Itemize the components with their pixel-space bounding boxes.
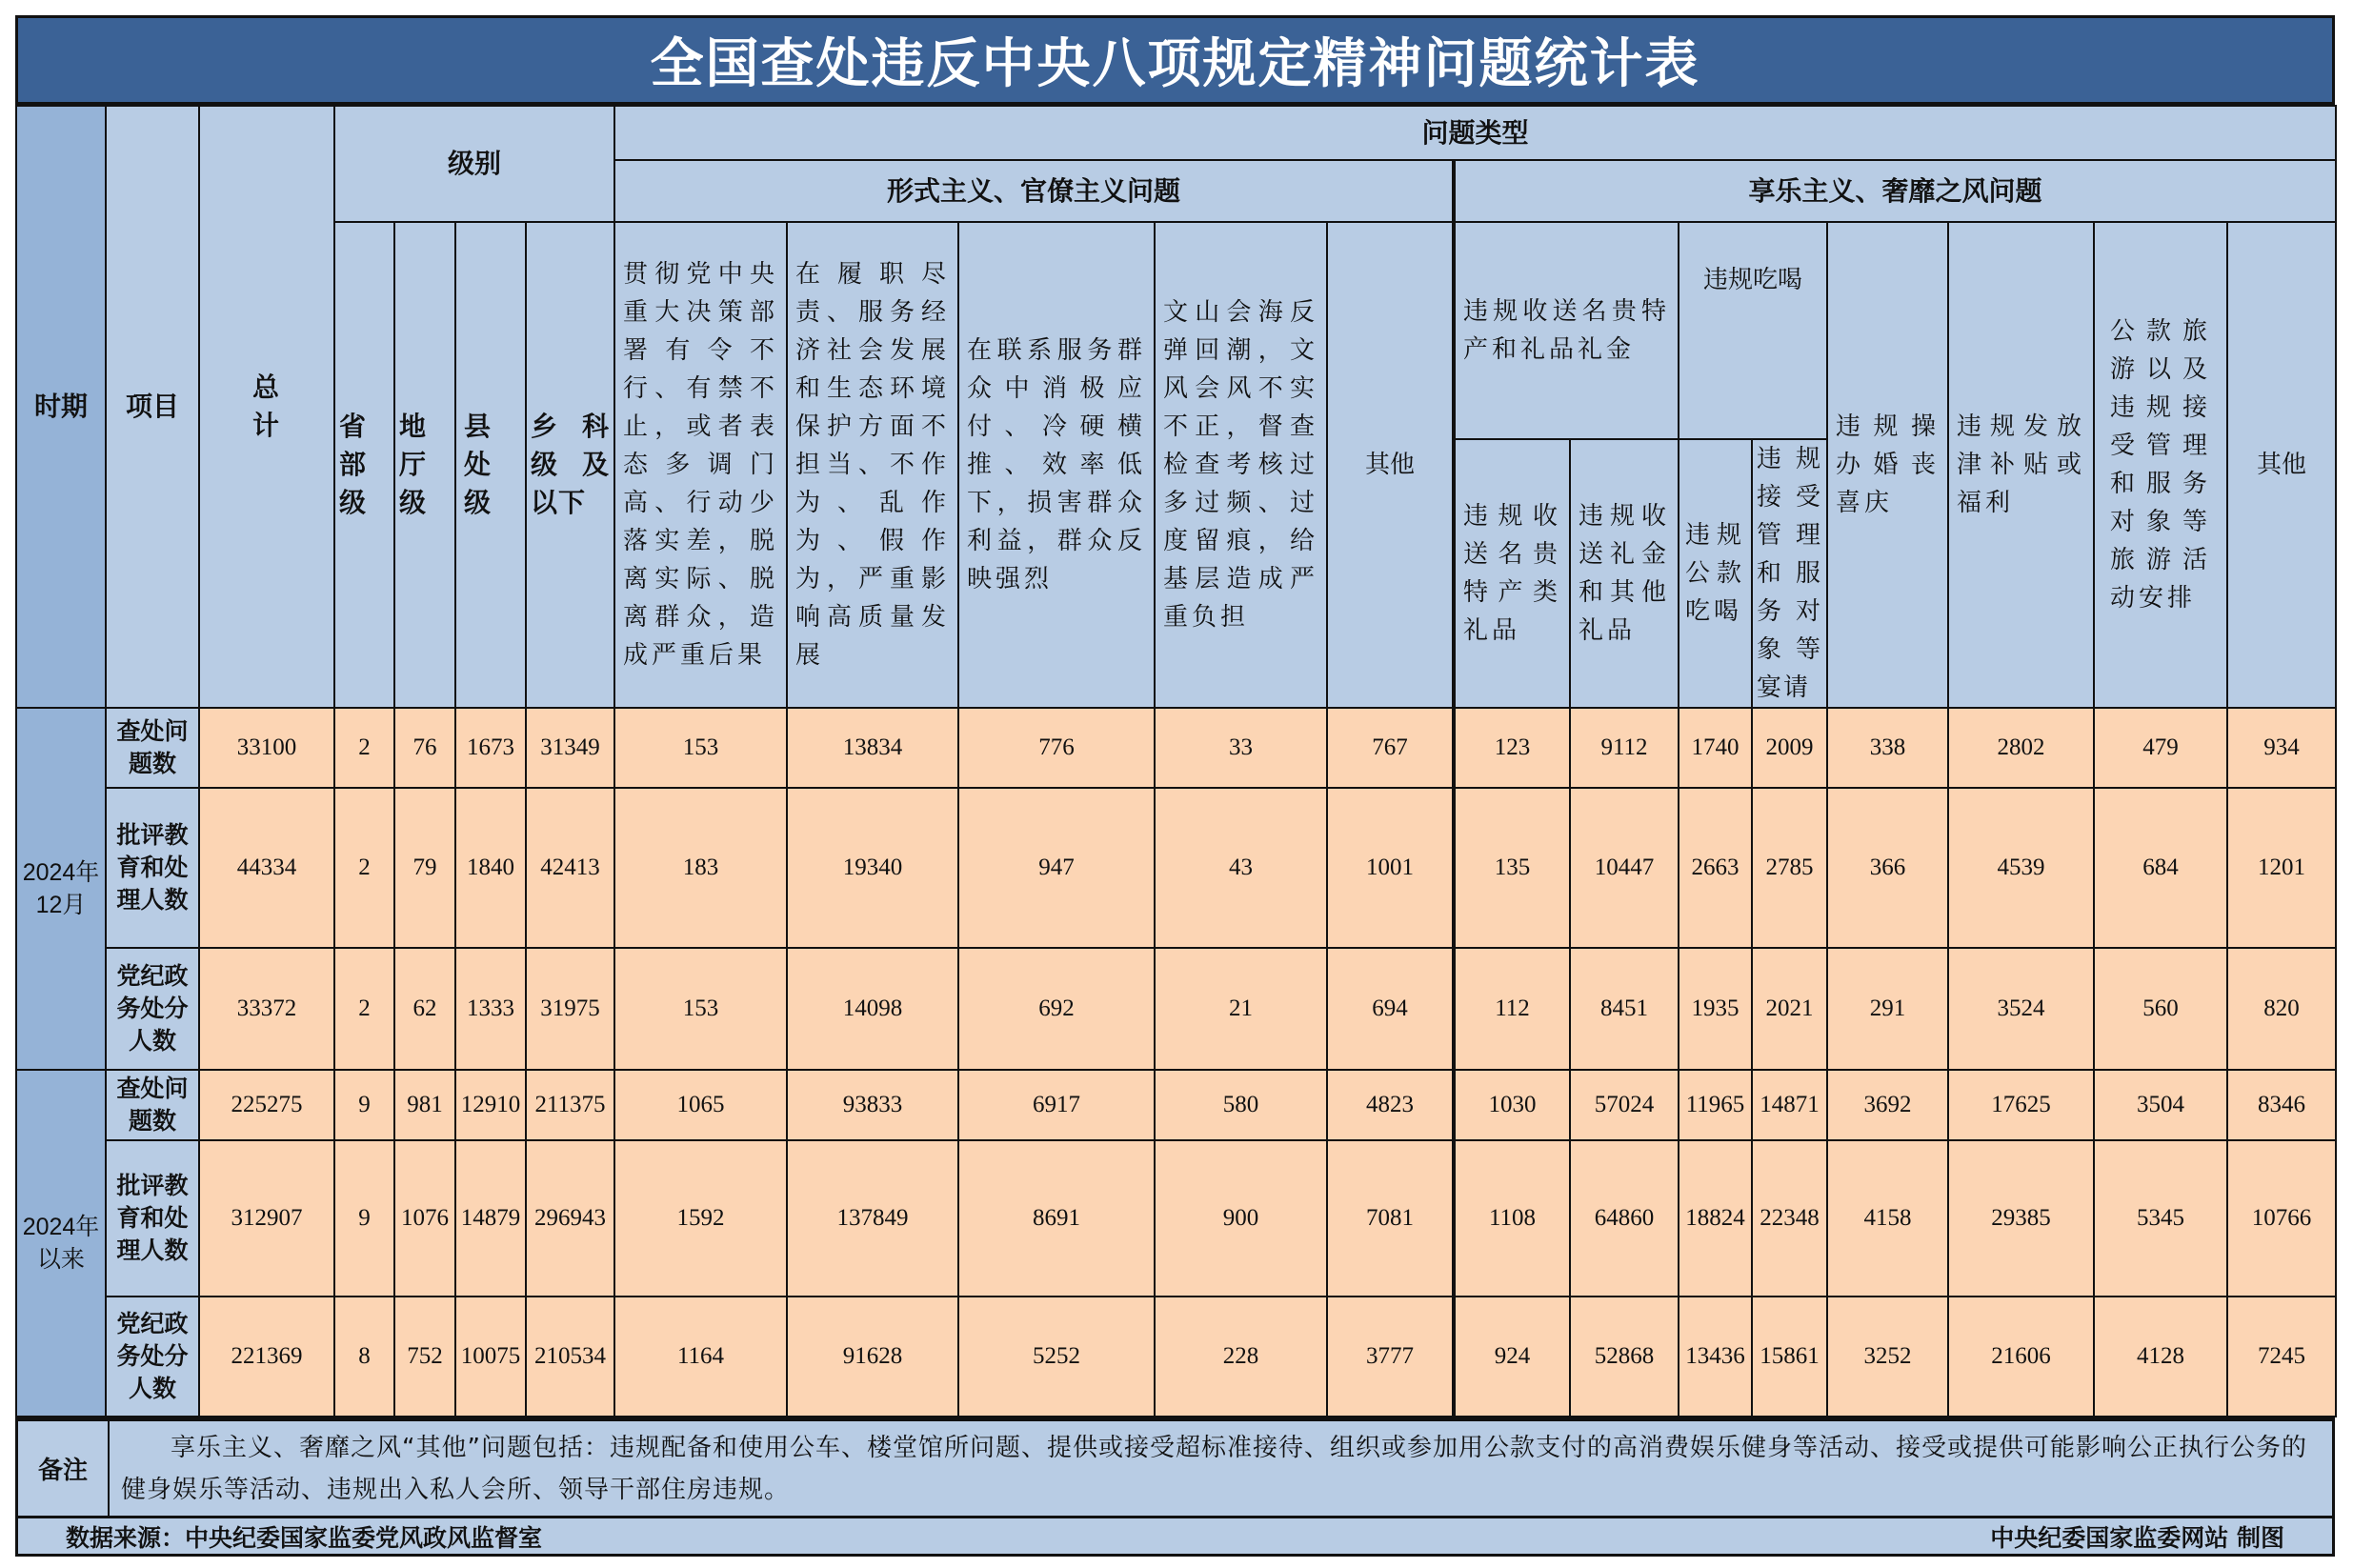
value-cell: 4158 (1827, 1140, 1948, 1297)
value-cell: 42413 (526, 788, 614, 948)
value-cell: 19340 (787, 788, 958, 948)
header-level-county: 县处级 (455, 222, 526, 708)
item-cell: 查处问题数 (106, 1070, 199, 1140)
header-level-prefectural: 地厅级 (394, 222, 455, 708)
table-row (16, 948, 2336, 1070)
value-cell: 1673 (455, 708, 526, 788)
item-cell: 查处问题数 (106, 708, 199, 788)
value-cell: 33 (1155, 708, 1327, 788)
value-cell: 2 (334, 948, 394, 1070)
value-cell: 1333 (455, 948, 526, 1070)
value-cell: 153 (614, 708, 787, 788)
value-cell: 338 (1827, 708, 1948, 788)
value-cell: 57024 (1570, 1070, 1679, 1140)
table-row (16, 788, 2336, 948)
header-formalism-col-2: 在履职尽责、服务经济社会发展和生态环境保护方面不担当、不作为、乱作为、假作为，严重影响高质量发展 (787, 222, 958, 708)
value-cell: 1164 (614, 1297, 787, 1417)
header-formalism-other: 其他 (1327, 222, 1454, 708)
value-cell: 14098 (787, 948, 958, 1070)
header-weddings: 违规操办婚丧喜庆 (1827, 222, 1948, 708)
value-cell: 52868 (1570, 1297, 1679, 1417)
table-row (16, 1140, 2336, 1297)
header-problem-type: 问题类型 (614, 106, 2336, 160)
value-cell: 12910 (455, 1070, 526, 1140)
header-formalism: 形式主义、官僚主义问题 (614, 160, 1454, 222)
value-cell: 5345 (2094, 1140, 2227, 1297)
value-cell: 62 (394, 948, 455, 1070)
value-cell: 79 (394, 788, 455, 948)
value-cell: 225275 (199, 1070, 334, 1140)
header-dining: 违规吃喝 (1679, 222, 1827, 439)
value-cell: 934 (2227, 708, 2336, 788)
value-cell: 17625 (1948, 1070, 2094, 1140)
table-body (16, 708, 2336, 1417)
value-cell: 135 (1454, 788, 1570, 948)
value-cell: 560 (2094, 948, 2227, 1070)
value-cell: 221369 (199, 1297, 334, 1417)
value-cell: 1108 (1454, 1140, 1570, 1297)
table-row (16, 1297, 2336, 1417)
note-row (15, 1417, 2335, 1518)
item-cell: 党纪政务处分人数 (106, 948, 199, 1070)
item-cell: 批评教育和处理人数 (106, 788, 199, 948)
value-cell: 3777 (1327, 1297, 1454, 1417)
footer (15, 1518, 2335, 1557)
table-title: 全国查处违反中央八项规定精神问题统计表 (15, 15, 2335, 105)
value-cell: 2 (334, 788, 394, 948)
value-cell: 29385 (1948, 1140, 2094, 1297)
header-total: 总计 (199, 106, 334, 708)
value-cell: 5252 (958, 1297, 1155, 1417)
header-level: 级别 (334, 106, 614, 222)
header-dining-banquets: 违规接受管理和服务对象等宴请 (1752, 439, 1827, 708)
value-cell: 3504 (2094, 1070, 2227, 1140)
header-formalism-col-3: 在联系服务群众中消极应付、冷硬横推、效率低下，损害群众利益，群众反映强烈 (958, 222, 1155, 708)
value-cell: 2785 (1752, 788, 1827, 948)
statistics-sheet (15, 15, 2335, 1557)
header-allowances: 违规发放津补贴或福利 (1948, 222, 2094, 708)
value-cell: 210534 (526, 1297, 614, 1417)
value-cell: 2802 (1948, 708, 2094, 788)
value-cell: 6917 (958, 1070, 1155, 1140)
value-cell: 1840 (455, 788, 526, 948)
value-cell: 1076 (394, 1140, 455, 1297)
value-cell: 123 (1454, 708, 1570, 788)
value-cell: 2 (334, 708, 394, 788)
value-cell: 7081 (1327, 1140, 1454, 1297)
value-cell: 296943 (526, 1140, 614, 1297)
value-cell: 694 (1327, 948, 1454, 1070)
value-cell: 981 (394, 1070, 455, 1140)
period-cell: 2024年12月 (16, 708, 106, 1070)
value-cell: 1065 (614, 1070, 787, 1140)
value-cell: 10075 (455, 1297, 526, 1417)
value-cell: 153 (614, 948, 787, 1070)
value-cell: 10447 (1570, 788, 1679, 948)
value-cell: 4539 (1948, 788, 2094, 948)
item-cell: 党纪政务处分人数 (106, 1297, 199, 1417)
value-cell: 183 (614, 788, 787, 948)
value-cell: 291 (1827, 948, 1948, 1070)
value-cell: 924 (1454, 1297, 1570, 1417)
value-cell: 2009 (1752, 708, 1827, 788)
value-cell: 228 (1155, 1297, 1327, 1417)
value-cell: 11965 (1679, 1070, 1752, 1140)
value-cell: 2663 (1679, 788, 1752, 948)
value-cell: 14871 (1752, 1070, 1827, 1140)
header-level-provincial: 省部级 (334, 222, 394, 708)
value-cell: 776 (958, 708, 1155, 788)
value-cell: 76 (394, 708, 455, 788)
header-gifts: 违规收送名贵特产和礼品礼金 (1454, 222, 1679, 439)
value-cell: 1740 (1679, 708, 1752, 788)
value-cell: 64860 (1570, 1140, 1679, 1297)
value-cell: 1592 (614, 1140, 787, 1297)
value-cell: 312907 (199, 1140, 334, 1297)
statistics-table (15, 105, 2337, 1417)
value-cell: 9 (334, 1070, 394, 1140)
value-cell: 8346 (2227, 1070, 2336, 1140)
value-cell: 112 (1454, 948, 1570, 1070)
value-cell: 21606 (1948, 1297, 2094, 1417)
value-cell: 13436 (1679, 1297, 1752, 1417)
header-formalism-col-4: 文山会海反弹回潮，文风会风不实不正，督查检查考核过多过频、过度留痕，给基层造成严重负担 (1155, 222, 1327, 708)
header-period: 时期 (16, 106, 106, 708)
value-cell: 4128 (2094, 1297, 2227, 1417)
value-cell: 2021 (1752, 948, 1827, 1070)
value-cell: 33100 (199, 708, 334, 788)
value-cell: 947 (958, 788, 1155, 948)
value-cell: 91628 (787, 1297, 958, 1417)
value-cell: 1935 (1679, 948, 1752, 1070)
value-cell: 9112 (1570, 708, 1679, 788)
value-cell: 31975 (526, 948, 614, 1070)
value-cell: 8 (334, 1297, 394, 1417)
value-cell: 8451 (1570, 948, 1679, 1070)
data-source: 数据来源：中央纪委国家监委党风政风监督室 (66, 1523, 543, 1552)
value-cell: 31349 (526, 708, 614, 788)
note-text: 享乐主义、奢靡之风“其他”问题包括：违规配备和使用公车、楼堂馆所问题、提供或接受超标准接待、组织或参加用公款支付的高消费娱乐健身等活动、接受或提供可能影响公正执行公务的健身娱乐等活动、违规出入私人会所、领导干部住房违规。 (121, 1434, 2307, 1504)
value-cell: 366 (1827, 788, 1948, 948)
header-hedonism-other: 其他 (2227, 222, 2336, 708)
header-travel: 公款旅游以及违规接受管理和服务对象等旅游活动安排 (2094, 222, 2227, 708)
value-cell: 8691 (958, 1140, 1155, 1297)
value-cell: 10766 (2227, 1140, 2336, 1297)
value-cell: 4823 (1327, 1070, 1454, 1140)
header-dining-public-funds: 违规公款吃喝 (1679, 439, 1752, 708)
value-cell: 14879 (455, 1140, 526, 1297)
header-gifts-specialty: 违规收送名贵特产类礼品 (1454, 439, 1570, 708)
header-hedonism: 享乐主义、奢靡之风问题 (1454, 160, 2336, 222)
period-cell: 2024年以来 (16, 1070, 106, 1417)
value-cell: 692 (958, 948, 1155, 1070)
value-cell: 767 (1327, 708, 1454, 788)
value-cell: 3252 (1827, 1297, 1948, 1417)
value-cell: 1201 (2227, 788, 2336, 948)
value-cell: 900 (1155, 1140, 1327, 1297)
value-cell: 211375 (526, 1070, 614, 1140)
value-cell: 137849 (787, 1140, 958, 1297)
header-formalism-col-1: 贯彻党中央重大决策部署有令不行、有禁不止，或者表态多调门高、行动少落实差，脱离实际、脱离群众，造成严重后果 (614, 222, 787, 708)
value-cell: 93833 (787, 1070, 958, 1140)
value-cell: 3692 (1827, 1070, 1948, 1140)
header-item: 项目 (106, 106, 199, 708)
item-cell: 批评教育和处理人数 (106, 1140, 199, 1297)
value-cell: 21 (1155, 948, 1327, 1070)
value-cell: 9 (334, 1140, 394, 1297)
value-cell: 580 (1155, 1070, 1327, 1140)
note-label: 备注 (18, 1421, 110, 1516)
value-cell: 43 (1155, 788, 1327, 948)
value-cell: 3524 (1948, 948, 2094, 1070)
value-cell: 479 (2094, 708, 2227, 788)
table-row (16, 708, 2336, 788)
header-level-township: 乡科级及以下 (526, 222, 614, 708)
value-cell: 13834 (787, 708, 958, 788)
credit: 中央纪委国家监委网站 制图 (1990, 1523, 2284, 1552)
value-cell: 1030 (1454, 1070, 1570, 1140)
value-cell: 820 (2227, 948, 2336, 1070)
value-cell: 33372 (199, 948, 334, 1070)
value-cell: 1001 (1327, 788, 1454, 948)
table-row (16, 1070, 2336, 1140)
value-cell: 44334 (199, 788, 334, 948)
value-cell: 684 (2094, 788, 2227, 948)
header-gifts-money: 违规收送礼金和其他礼品 (1570, 439, 1679, 708)
value-cell: 752 (394, 1297, 455, 1417)
value-cell: 7245 (2227, 1297, 2336, 1417)
value-cell: 15861 (1752, 1297, 1827, 1417)
value-cell: 22348 (1752, 1140, 1827, 1297)
value-cell: 18824 (1679, 1140, 1752, 1297)
